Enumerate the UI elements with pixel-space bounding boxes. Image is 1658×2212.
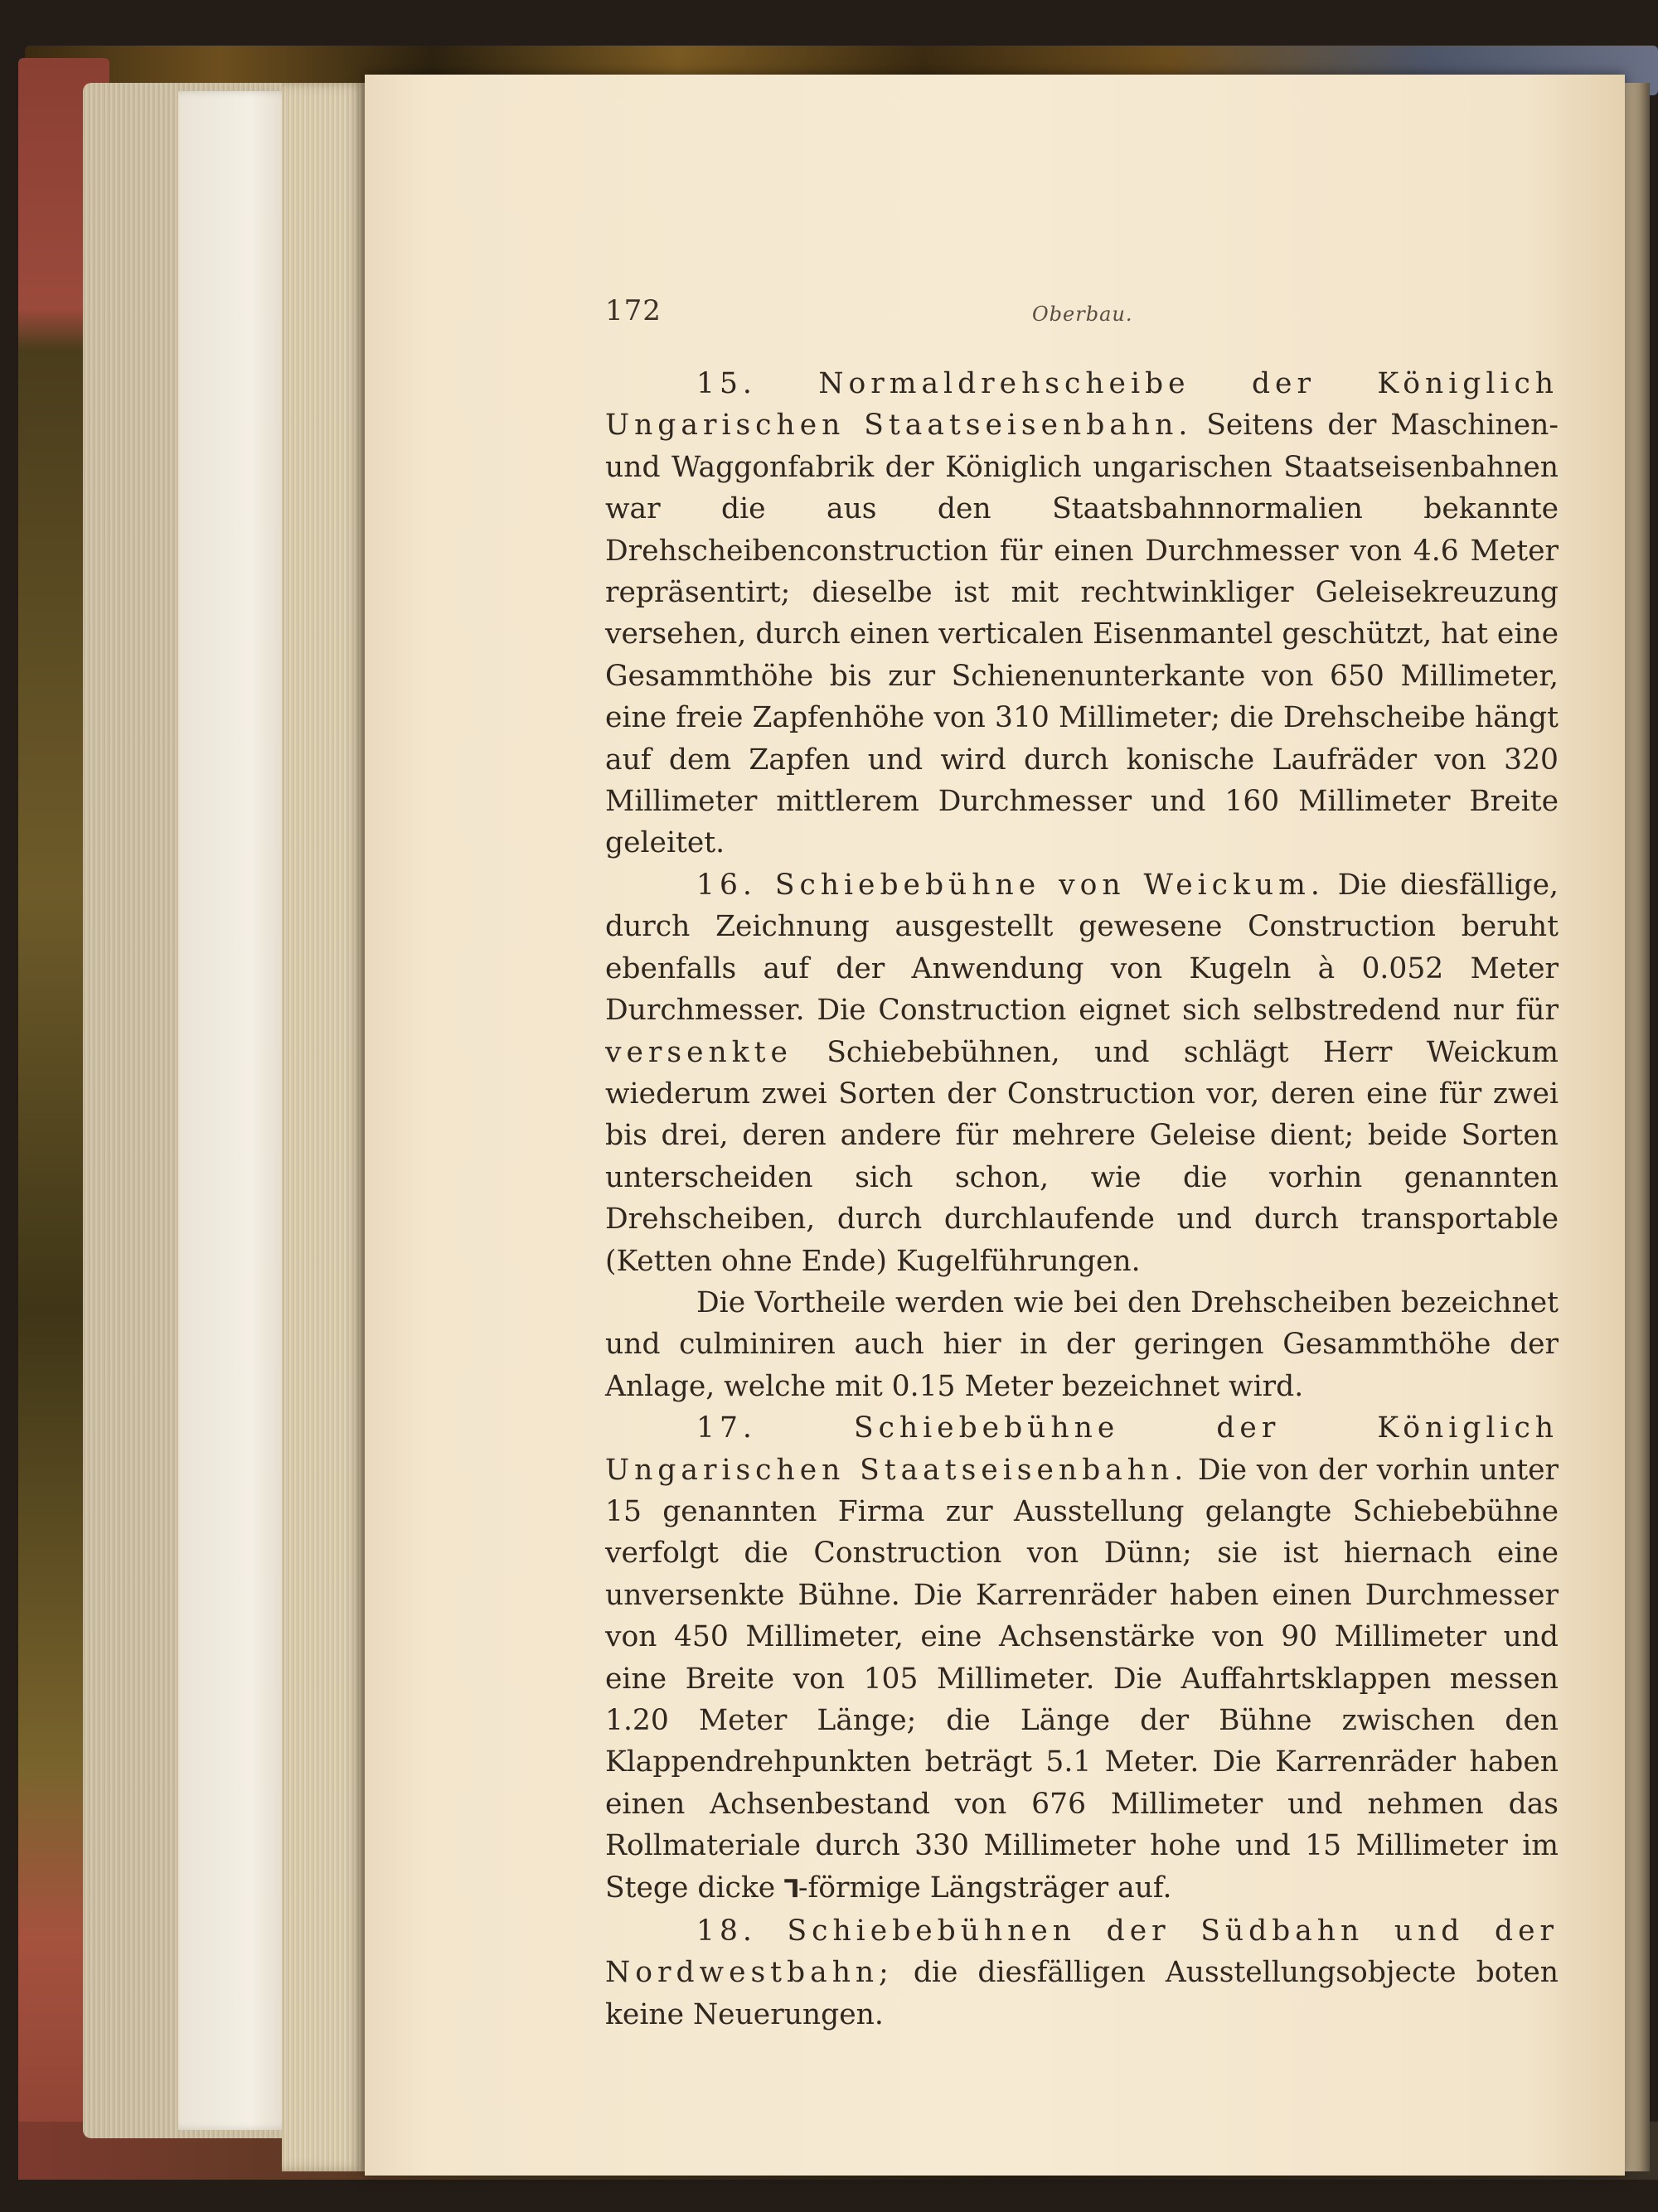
paragraph-18	[605, 1910, 1559, 2035]
section-text-17-part2: -förmige Längsträger auf.	[797, 1871, 1172, 1905]
section-heading-17: 17. Schiebebühne der Königlich Ungarischen Staatseisenbahn.	[605, 1411, 1559, 1487]
section-text-vortheile: Die Vortheile werden wie bei den Drehscheiben bezeichnet und culminiren auch hier in der geringen Gesammthöhe der Anlage, welche mit 0.15 Meter bezeichnet wird.	[605, 1285, 1559, 1403]
paragraph-16	[605, 864, 1559, 1282]
page-header	[605, 294, 1550, 344]
section-heading-18: 18. Schiebebühnen der Südbahn und der Nordwestbahn;	[605, 1914, 1559, 1990]
page-body	[605, 363, 1559, 2035]
left-flyleaf	[178, 91, 298, 2130]
section-text-16-part1: Die diesfällige, durch Zeichnung ausgestellt gewesene Construction beruht ebenfalls auf der Anwendung von Kugeln à 0.052 Meter Durchmesser. Die Construction eignet sich selbstredend nur für	[605, 868, 1559, 1028]
section-text-16-part2: Schiebebühnen, und schlägt Herr Weickum wiederum zwei Sorten der Construction vor, deren eine für zwei bis drei, deren andere für mehrere Geleise dient; beide Sorten unterscheiden sich schon, wie die vorhin genannten Drehscheiben, durch durchlaufende und durch transportable (Ketten ohne Ende) Kugelführungen.	[605, 1035, 1559, 1278]
paragraph-15	[605, 363, 1559, 864]
paragraph-vortheile	[605, 1282, 1559, 1407]
page-number: 172	[605, 294, 662, 327]
section-text-17-part1: Die von der vorhin unter 15 genannten Firma zur Ausstellung gelangte Schiebebühne verfolgt die Construction von Dünn; sie ist hiernach eine unversenkte Bühne. Die Karrenräder haben einen Durchmesser von 450 Millimeter, eine Achsenstärke von 90 Millimeter und eine Breite von 105 Millimeter. Die Auffahrtsklappen messen 1.20 Meter Länge; die Länge der Bühne zwischen den Klappendrehpunkten beträgt 5.1 Meter. Die Karrenräder haben einen Achsenbestand von 676 Millimeter und nehmen das Rollmateriale durch 330 Millimeter hohe und 15 Millimeter im Stege dicke	[605, 1453, 1559, 1905]
section-heading-15: 15. Normaldrehscheibe der Königlich Ungarischen Staatseisenbahn.	[605, 367, 1559, 443]
running-head: Oberbau.	[1032, 303, 1133, 326]
section-heading-16: 16. Schiebebühne von Weickum.	[696, 868, 1325, 902]
l-profile-symbol: ⅂	[784, 1874, 798, 1904]
gutter-page-stack	[282, 83, 365, 2171]
emphasis-versenkte: versenkte	[605, 1035, 793, 1069]
section-text-18: die diesfälligen Ausstellungsobjecte boten keine Neuerungen.	[605, 1956, 1559, 2031]
section-text-15: Seitens der Maschinen- und Waggonfabrik der Königlich ungarischen Staatseisenbahnen war die aus den Staatsbahnnormalien bekannte Drehscheibenconstruction für einen Durchmesser von 4.6 Meter repräsentirt; dieselbe ist mit rechtwinkliger Geleisekreuzung versehen, durch einen verticalen Eisenmantel geschützt, hat eine Gesammthöhe bis zur Schienenunterkante von 650 Millimeter, eine freie Zapfenhöhe von 310 Millimeter; die Drehscheibe hängt auf dem Zapfen und wird durch konische Laufräder von 320 Millimeter mittlerem Durchmesser und 160 Millimeter Breite geleitet.	[605, 409, 1559, 860]
paragraph-17	[605, 1407, 1559, 1910]
